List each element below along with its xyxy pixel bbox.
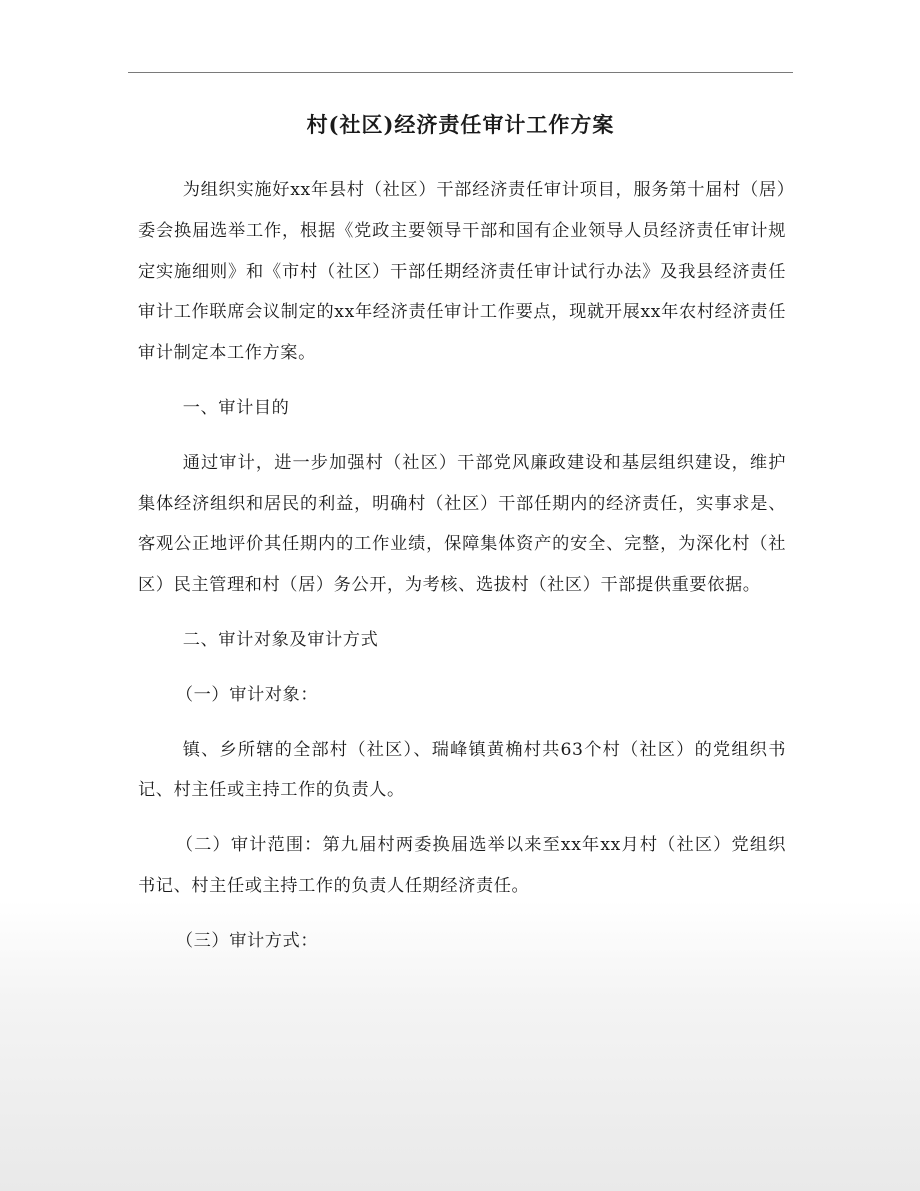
section-2-heading: 二、审计对象及审计方式: [182, 629, 379, 650]
header-rule: [128, 72, 793, 73]
document-body: [138, 170, 786, 962]
section-1-paragraph: 通过审计，进一步加强村（社区）干部党风廉政建设和基层组织建设，维护集体经济组织和居民的利益，明确村（社区）干部任期内的经济责任，实事求是、客观公正地评价其任期内的工作业绩，保障集体资产的安全、完整，为深化村（社区）民主管理和村（居）务公开，为考核、选拔村（社区）干部提供重要依据。: [138, 452, 786, 596]
intro-paragraph: 为组织实施好xx年县村（社区）干部经济责任审计项目，服务第十届村（居）委会换届选举工作，根据《党政主要领导干部和国有企业领导人员经济责任审计规定实施细则》和《市村（社区）干部任期经济责任审计试行办法》及我县经济责任审计工作联席会议制定的xx年经济责任审计工作要点，现就开展xx年农村经济责任审计制定本工作方案。: [138, 180, 786, 364]
subsection-1-paragraph: 镇、乡所辖的全部村（社区）、瑞峰镇黄桷村共63个村（社区）的党组织书记、村主任或主持工作的负责人。: [138, 739, 786, 801]
subsection-3-heading: （三）审计方式：: [175, 930, 319, 951]
subsection-1-heading: （一）审计对象：: [175, 684, 319, 705]
subsection-2-paragraph: （二）审计范围：第九届村两委换届选举以来至xx年xx月村（社区）党组织书记、村主任或主持工作的负责人任期经济责任。: [138, 835, 786, 896]
document-title: 村(社区)经济责任审计工作方案: [306, 112, 615, 137]
section-1-heading: 一、审计目的: [182, 397, 290, 418]
